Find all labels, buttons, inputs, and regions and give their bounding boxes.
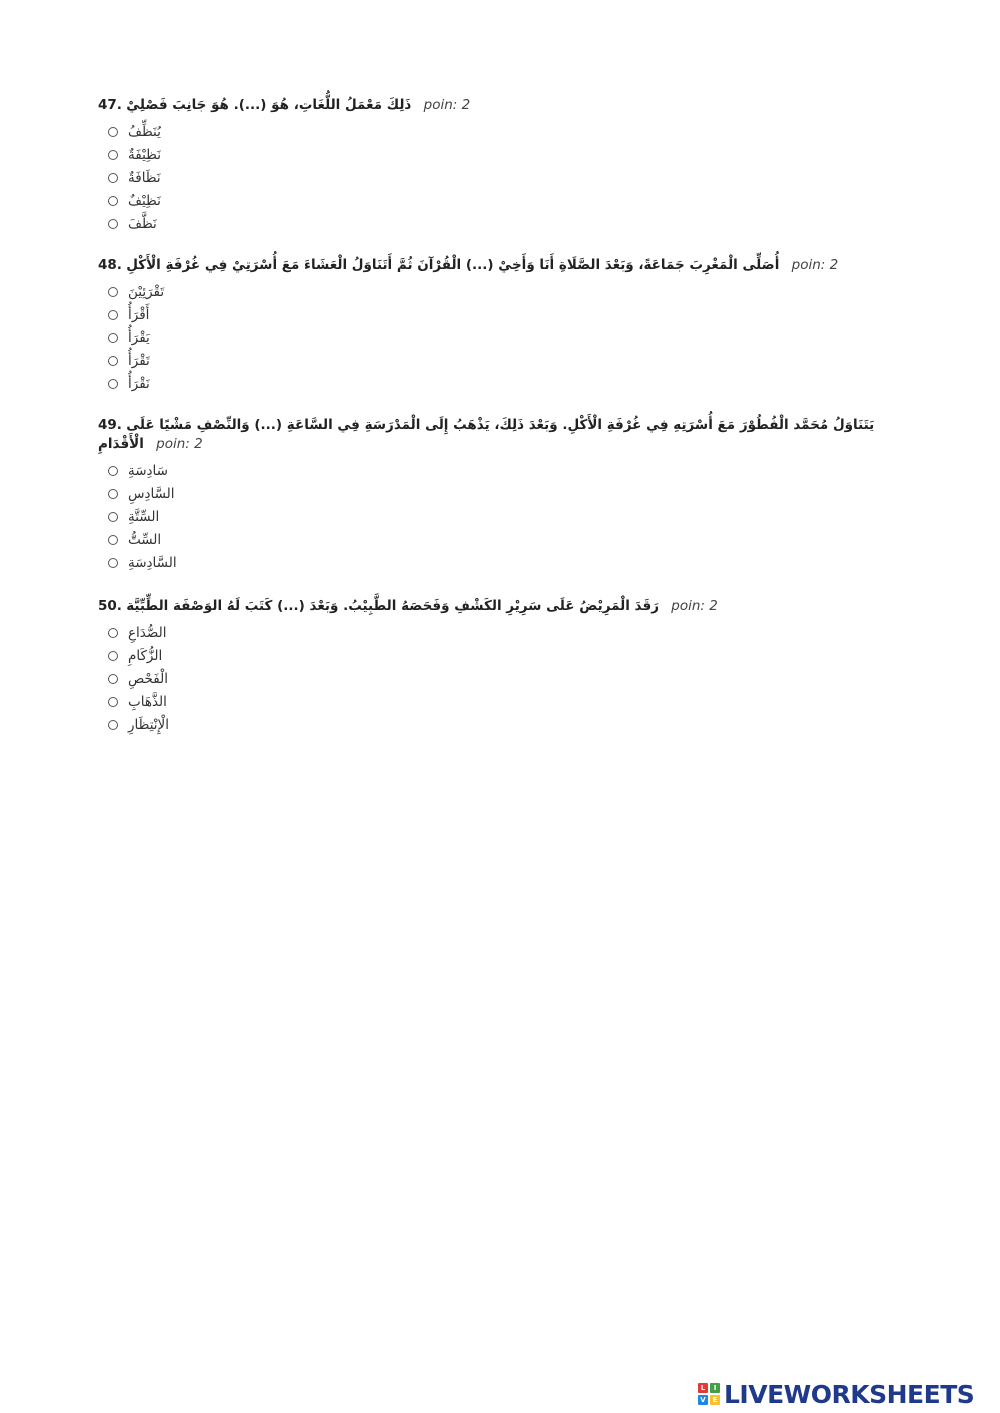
question-points: poin: 2 [423,97,471,113]
option-label: سَادِسَةِ [128,462,168,479]
option-3[interactable] [98,667,898,690]
option-label: نَظَّفَ [128,215,157,232]
radio-button[interactable] [108,558,118,568]
radio-button[interactable] [108,720,118,730]
option-label: السِّتُّ [128,531,162,548]
question-points: poin: 2 [156,436,203,452]
radio-button[interactable] [108,356,118,366]
option-label: أَقْرَأُ [128,306,150,323]
option-label: الذَّهَابِ [128,693,167,710]
question-47 [98,96,898,235]
question-number: 47. [98,97,122,113]
radio-button[interactable] [108,651,118,661]
option-label: تَقْرَأُ [128,352,150,369]
options-list [98,621,898,736]
option-2[interactable] [98,644,898,667]
option-label: الْفَحْصِ [128,670,168,687]
option-4[interactable] [98,349,898,372]
option-5[interactable] [98,713,898,736]
question-number: 49. [98,417,122,433]
radio-button[interactable] [108,466,118,476]
radio-button[interactable] [108,628,118,638]
question-header [98,597,898,616]
options-list [98,459,898,574]
question-text: يَتَنَاوَلُ مُحَمَّد الْفُطُوْرَ مَعَ أُسْرَتِهِ فِي غُرْفَةِ الْأَكْلِ. وَبَعْدَ ذَلِكَ، يَذْهَبُ إِلَى الْمَدْرَسَةِ فِي السَّاعَةِ (...) وَالنِّصْفِ مَشْيًا عَلَى الْأَقْدَامِ [98,417,875,452]
option-label: السِّتَّةِ [128,508,160,525]
liveworksheets-logo [698,1378,974,1410]
option-3[interactable] [98,326,898,349]
question-text: أُصَلِّى الْمَغْرِبَ جَمَاعَةً، وَبَعْدَ الصَّلَاةِ أَنَا وَأَخِيْ (...) الْقُرْآنَ ثُمَّ أَتَنَاوَلُ الْعَشَاءَ مَعَ أُسْرَتِيْ فِي غُرْفَةِ الْأَكْلِ [126,257,780,273]
logo-mark-icon [698,1383,720,1405]
radio-button[interactable] [108,310,118,320]
option-5[interactable] [98,372,898,395]
option-label: نَقْرَأُ [128,375,150,392]
radio-button[interactable] [108,697,118,707]
option-4[interactable] [98,690,898,713]
option-label: الْإِنْتِظَارِ [128,716,169,733]
radio-button[interactable] [108,674,118,684]
radio-button[interactable] [108,535,118,545]
question-header [98,416,898,454]
radio-button[interactable] [108,333,118,343]
question-number: 50. [98,598,122,614]
option-4[interactable] [98,189,898,212]
question-50 [98,597,898,736]
option-5[interactable] [98,551,898,574]
option-3[interactable] [98,166,898,189]
question-header [98,256,898,275]
option-2[interactable] [98,482,898,505]
question-text: رَقَدَ الْمَرِيْضُ عَلَى سَرِيْرِ الكَشْفِ وَفَحَصَهُ الطَّبِيْبُ. وَبَعْدَ (...) كَتَبَ لَهُ الوَصْفَة الطِّبِّيَّة [126,598,659,614]
radio-button[interactable] [108,173,118,183]
logo-text: LIVEWORKSHEETS [724,1379,975,1409]
question-49 [98,416,898,574]
logo-mark-cell: L [698,1383,708,1393]
option-5[interactable] [98,212,898,235]
option-1[interactable] [98,280,898,303]
option-label: الصُّدَاعِ [128,624,167,641]
option-1[interactable] [98,120,898,143]
options-list [98,280,898,395]
logo-mark-cell: V [698,1395,708,1405]
question-text: ذَلِكَ مَعْمَلُ اللُّغَاتِ، هُوَ (...). هُوَ جَانِبَ فَصْلِيْ [126,97,412,113]
radio-button[interactable] [108,287,118,297]
radio-button[interactable] [108,512,118,522]
radio-button[interactable] [108,489,118,499]
option-1[interactable] [98,459,898,482]
option-label: يَقْرَأُ [128,329,150,346]
option-label: نَظَافَةٌ [128,169,161,186]
radio-button[interactable] [108,379,118,389]
question-points: poin: 2 [671,598,718,614]
radio-button[interactable] [108,127,118,137]
option-3[interactable] [98,505,898,528]
logo-mark-cell: I [710,1383,720,1393]
option-4[interactable] [98,528,898,551]
radio-button[interactable] [108,196,118,206]
question-points: poin: 2 [791,257,839,273]
option-label: نَظِيْفَةٌ [128,146,161,163]
option-label: نَظِيْفٌ [128,192,161,209]
option-1[interactable] [98,621,898,644]
option-label: يُنَظِّفُ [128,123,161,140]
option-label: السَّادِسَةِ [128,554,177,571]
radio-button[interactable] [108,150,118,160]
logo-mark-cell: E [710,1395,720,1405]
option-2[interactable] [98,303,898,326]
radio-button[interactable] [108,219,118,229]
options-list [98,120,898,235]
option-label: تَقْرَئِيْنَ [128,283,165,300]
option-label: السَّادِسِ [128,485,175,502]
question-header [98,96,898,115]
option-2[interactable] [98,143,898,166]
option-label: الزُّكَامِ [128,647,163,664]
question-48 [98,256,898,395]
question-number: 48. [98,257,122,273]
